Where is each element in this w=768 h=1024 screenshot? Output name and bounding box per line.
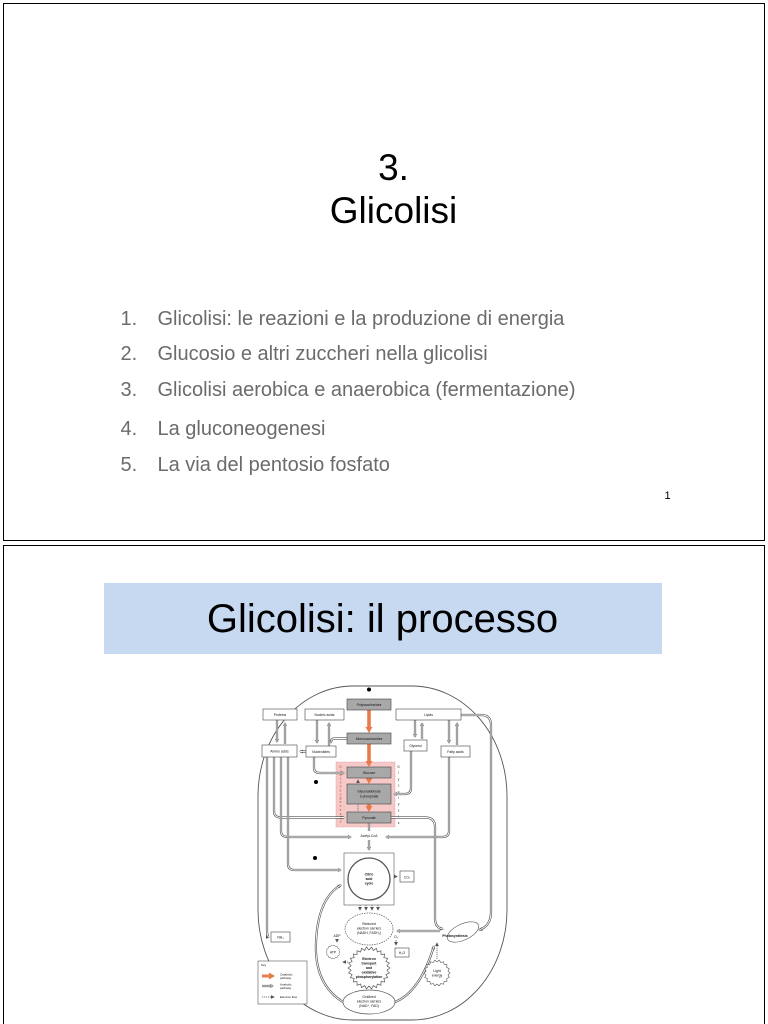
key-catabolic-label: pathway [279,975,291,980]
connector-line [274,757,344,818]
electron-transport-label: Electron [361,956,376,961]
electron-transport-label: transport [361,961,376,965]
atp-label: ATP [329,949,336,954]
glycolysis-vertical-label: G l y c o l y s i s [396,764,400,825]
topic-text: La gluconeogenesi [157,417,326,440]
oxidized-carriers-label: Oxidized [361,994,376,999]
electron-transport-label: phosphorylation [355,974,382,979]
topic-number: 4. [120,417,138,440]
oxidized-carriers-label: electron carriers [356,999,381,1003]
topic-text: Glicolisi: le reazioni e la produzione di energia [157,307,565,330]
connector-inner [274,757,344,818]
metabolism-diagram [250,680,515,1024]
diagram-key [258,961,307,1004]
acetyl-coa-label: Acetyl-CoA [360,833,377,838]
connector-inner [394,751,411,794]
photosynthesis-leaf [441,917,482,946]
title-banner [104,583,662,654]
topic-text: Glicolisi aerobica e anaerobica (fermentazione) [157,378,576,401]
reduced-carriers-label: electron carriers [356,926,381,930]
topic-number: 5. [120,453,138,476]
topic-text: Glucosio e altri zuccheri nella glicolisi [157,342,488,365]
connector-line [331,738,347,743]
stage-dot [313,856,317,860]
glucose-label: Glucose [362,770,375,775]
proteins-label: Proteins [273,712,286,717]
stage-dot [314,780,318,784]
connector-line [394,751,411,794]
topic-text: La via del pentosio fosfato [157,453,390,476]
electron-transport-label: oxidative [361,970,376,974]
chapter-title: Glicolisi [329,189,458,231]
topic-item [121,307,721,331]
h2o-label: H₂O [398,950,405,955]
citric-cycle-label: cycle [364,881,373,885]
topic-item [121,342,721,366]
key-electron-label: Electron flow [279,994,297,999]
light-energy-label: Light [432,968,441,973]
slide-2 [3,545,765,1024]
topic-number: 1. [120,307,138,330]
page-number: 1 [664,489,671,502]
adp-label: ADP [333,933,340,938]
pyruvate-label: Pyruvate [361,815,376,820]
glycerol-label: Glycerol [408,743,422,748]
key-anabolic-label: pathway [279,985,291,990]
connector-line [386,757,449,837]
fatty-acids-label: Fatty acids [446,749,464,754]
nucleotides-label: Nucleotides [311,749,330,754]
g3p-label: Glyceraldehyde [356,789,381,793]
key-title: Key [260,962,266,967]
monosaccharides-label: Monosaccharides [355,736,382,741]
oxidized-carriers-label: (NAD⁺, FAD) [358,1003,379,1008]
topic-number: 3. [120,378,138,401]
key-anabolic-label: Anabolic [279,981,292,986]
light-energy-label: energy [431,973,442,977]
g3p-label: 3-phosphate [359,794,378,798]
stage-dot [367,687,371,691]
polysaccharides-label: Polysaccharides [356,702,381,707]
chapter-number: 3. [378,146,409,188]
key-catabolic-label: Catabolic [279,971,293,976]
topic-item [121,453,721,477]
gluconeogenesis-vertical-label: G l u c o n e o g e n e s i s [338,764,342,824]
amino-acids-label: Amino acids [269,749,289,753]
citric-cycle-label: Citric [364,872,373,876]
connector-line [315,885,342,1002]
reduced-carriers-label: Reduced [361,921,376,926]
co2-label: CO₂ [403,875,410,879]
nucleic-acids-label: Nucleic acids [314,712,334,717]
topic-item [121,378,721,402]
electron-transport-label: and [365,965,372,970]
connector-inner [315,885,342,1002]
o2-label: O₂ [393,934,398,939]
slide-title: Glicolisi: il processo [206,596,559,641]
photosynthesis-label: Photosynthesis [441,933,468,938]
slide-1 [3,3,765,541]
reduced-carriers-label: (NADH, FADH₂) [356,930,381,935]
citric-cycle-label: acid [365,876,372,881]
topic-number: 2. [120,342,138,365]
lipids-label: Lipids [423,712,433,717]
topic-item [121,417,721,441]
connector-inner [391,817,443,929]
connector-inner [386,757,449,837]
nh3-label: NH₃ [276,935,284,939]
